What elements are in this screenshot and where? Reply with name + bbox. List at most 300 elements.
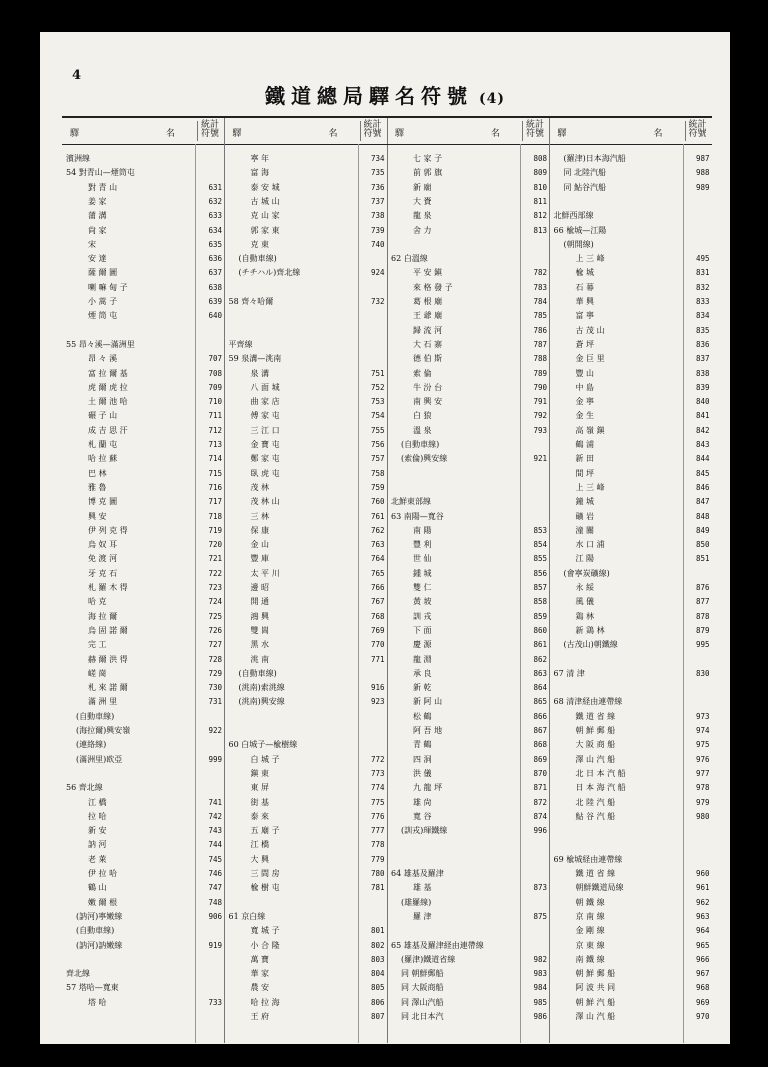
station-name: 鶴 浦 — [575, 440, 595, 449]
table-row — [387, 410, 549, 422]
table-row — [387, 654, 549, 666]
table-row — [225, 639, 387, 651]
station-name: 同 北日本汽 — [401, 1012, 444, 1021]
table-row — [62, 339, 224, 351]
table-row — [550, 253, 712, 265]
station-name: 66 楡城—江陽 — [553, 225, 607, 235]
station-name: 澤 山 汽 船 — [575, 1012, 616, 1021]
station-name: 九 龍 坪 — [413, 783, 443, 793]
table-row — [62, 825, 224, 837]
station-code: 847 — [695, 497, 710, 507]
station-name: 鮎 谷 汽 船 — [575, 811, 616, 821]
table-row — [550, 682, 712, 694]
station-code: 965 — [695, 940, 710, 950]
station-code: 975 — [695, 740, 710, 750]
table-row — [550, 396, 712, 408]
station-name: 富 寧 — [575, 311, 595, 321]
table-row — [62, 182, 224, 194]
station-code: 739 — [370, 225, 385, 235]
station-name: 薩 爾 圖 — [88, 268, 118, 278]
station-code: 919 — [208, 940, 222, 950]
table-row — [62, 410, 224, 422]
station-code: 786 — [533, 325, 547, 335]
station-name: 對 青 山 — [88, 182, 118, 192]
table-row — [225, 325, 387, 337]
table-row — [62, 225, 224, 237]
station-name: 海 拉 爾 — [88, 611, 118, 621]
station-name: 56 齊北線 — [66, 783, 103, 793]
station-name: 同 北陸汽船 — [563, 168, 607, 178]
station-name: 澤 山 汽 船 — [575, 754, 616, 764]
station-code: 989 — [695, 182, 710, 192]
station-name: 八 面 城 — [250, 382, 280, 392]
station-name: 黑 水 — [250, 640, 270, 650]
station-name: 萬 寶 — [250, 954, 270, 964]
table-row — [387, 611, 549, 623]
station-name: 華 興 — [575, 297, 595, 306]
table-row — [225, 196, 387, 208]
station-name: 永 綏 — [575, 583, 595, 592]
table-row — [62, 482, 224, 494]
table-row — [62, 639, 224, 651]
station-code: 809 — [533, 168, 547, 178]
table-row — [550, 725, 712, 737]
station-name: (自動車線) — [76, 711, 115, 721]
table-row — [387, 725, 549, 737]
table-row — [550, 539, 712, 551]
station-code: 791 — [533, 397, 547, 407]
station-name: 同 朝鮮郵船 — [401, 969, 444, 979]
table-row — [62, 768, 224, 780]
station-name: 60 白城子—楡樹線 — [228, 740, 298, 750]
table-row — [550, 739, 712, 751]
station-code: 780 — [370, 869, 385, 878]
table-row — [550, 797, 712, 809]
station-name: (滿洲里)欧亞 — [76, 754, 123, 764]
station-name: 風 儀 — [575, 597, 595, 607]
station-name: 鄭 家 屯 — [250, 454, 280, 464]
station-code: 707 — [208, 354, 222, 364]
station-code: 985 — [533, 997, 547, 1007]
table-row — [550, 696, 712, 708]
table-row — [550, 553, 712, 565]
station-name: 來 格 發 子 — [413, 282, 453, 292]
station-code: 764 — [370, 554, 385, 564]
station-code: 738 — [370, 211, 385, 221]
station-name: 郭 家 東 — [250, 225, 280, 235]
table-row — [387, 711, 549, 723]
station-name: 博 克 圖 — [88, 497, 118, 507]
station-name: 黃 坡 — [413, 597, 432, 607]
station-name: 江 橋 — [88, 797, 107, 807]
table-row — [550, 925, 712, 937]
table-row — [550, 625, 712, 637]
table-row — [387, 153, 549, 165]
table-row — [387, 396, 549, 408]
station-code: 923 — [370, 697, 385, 707]
station-name: 五 廟 子 — [250, 826, 280, 836]
station-code: 845 — [695, 468, 710, 478]
station-name: 泉 溝 — [250, 368, 270, 378]
table-row — [387, 825, 549, 837]
station-name: 嵯 崗 — [88, 668, 107, 678]
station-name: 洮 南 — [250, 654, 270, 664]
station-code: 864 — [533, 683, 547, 693]
station-code: 640 — [208, 311, 222, 321]
station-code: 633 — [208, 211, 222, 221]
station-code: 758 — [370, 468, 385, 478]
station-code: 741 — [208, 797, 222, 807]
table-row — [225, 782, 387, 794]
table-row — [62, 267, 224, 279]
station-code: 861 — [533, 640, 547, 650]
station-name: 克 東 — [250, 239, 270, 249]
title-text: 鐵道總局驛名符號 — [265, 84, 473, 108]
table-row — [387, 668, 549, 680]
document-page — [40, 32, 730, 1044]
station-name: 歸 流 河 — [413, 325, 443, 335]
station-code-table — [62, 116, 712, 1043]
station-name: 江 橋 — [250, 840, 270, 850]
station-code: 811 — [533, 196, 547, 206]
station-code: 777 — [370, 826, 385, 836]
table-row — [550, 654, 712, 666]
table-column — [550, 118, 712, 1043]
station-name: 朝 鮮 郵 船 — [575, 969, 616, 979]
table-row — [225, 296, 387, 308]
table-row — [225, 453, 387, 465]
table-row — [225, 267, 387, 279]
station-code: 856 — [533, 568, 547, 578]
station-code: 962 — [695, 897, 710, 907]
station-code: 982 — [533, 954, 547, 964]
station-code: 831 — [695, 268, 710, 278]
station-name: 滿 洲 里 — [88, 697, 118, 707]
station-code: 969 — [695, 997, 710, 1007]
station-code: 802 — [370, 940, 385, 950]
station-code: 834 — [695, 311, 710, 321]
table-row — [550, 754, 712, 766]
station-name: 泰 安 城 — [250, 182, 280, 192]
station-code: 778 — [370, 840, 385, 850]
station-name: 鐘 城 — [575, 497, 595, 507]
table-row — [62, 739, 224, 751]
station-code: 776 — [370, 811, 385, 821]
station-name: 龍 淵 — [413, 654, 432, 664]
station-code: 870 — [533, 768, 547, 778]
header-code-label: 統計符號 — [685, 121, 710, 141]
station-code: 961 — [695, 883, 710, 893]
station-name: 七 家 子 — [413, 154, 443, 163]
station-name: 楡 樹 屯 — [250, 883, 280, 893]
table-row — [62, 839, 224, 851]
station-name: 北鮮西部線 — [553, 211, 594, 221]
station-name: 世 仙 — [413, 554, 432, 564]
table-row — [62, 511, 224, 523]
table-row — [225, 625, 387, 637]
table-row — [387, 225, 549, 237]
station-code: 718 — [208, 511, 222, 521]
station-name: 龍 泉 — [413, 211, 432, 221]
station-name: 哈 克 — [88, 597, 107, 607]
table-row — [387, 253, 549, 265]
table-row — [387, 940, 549, 952]
station-name: (訥河)寧嫩線 — [76, 911, 123, 921]
station-name: 京 東 線 — [575, 940, 605, 950]
station-name: 金 巨 里 — [575, 354, 605, 364]
table-row — [225, 911, 387, 923]
table-row — [225, 396, 387, 408]
station-code: 924 — [370, 268, 385, 278]
station-name: 曲 家 店 — [250, 397, 280, 407]
station-name: 新 田 — [575, 454, 595, 464]
station-code: 979 — [695, 797, 710, 807]
station-name: 新 廟 — [413, 182, 432, 192]
station-code: 837 — [695, 354, 710, 364]
station-code: 963 — [695, 911, 710, 921]
table-row — [550, 368, 712, 380]
table-row — [550, 167, 712, 179]
table-row — [550, 196, 712, 208]
table-row — [62, 682, 224, 694]
station-name: 青 鶴 — [413, 740, 432, 750]
station-name: 鎭 東 — [250, 768, 270, 778]
station-code: 634 — [208, 225, 222, 235]
table-row — [387, 339, 549, 351]
table-row — [62, 782, 224, 794]
header-station-label: 驛 — [557, 129, 567, 139]
station-code: 784 — [533, 297, 547, 306]
station-code: 717 — [208, 497, 222, 507]
table-row — [387, 382, 549, 394]
header-station-label: 驛 — [70, 129, 80, 139]
station-code: 803 — [370, 954, 385, 964]
station-name: 溫 泉 — [413, 425, 432, 435]
station-code: 729 — [208, 668, 222, 678]
station-code: 737 — [370, 196, 385, 206]
table-row — [550, 267, 712, 279]
station-name: 王 府 — [250, 1012, 270, 1021]
station-name: (連絡線) — [76, 740, 107, 750]
station-code: 635 — [208, 239, 222, 249]
station-name: 前 郭 旗 — [413, 168, 443, 178]
station-name: 潼 關 — [575, 525, 595, 535]
title-suffix: (4) — [479, 91, 505, 107]
station-name: 富 海 — [250, 168, 270, 178]
station-name: 三 江 口 — [250, 425, 280, 435]
station-code: 775 — [370, 797, 385, 807]
table-row — [225, 968, 387, 980]
station-code: 970 — [695, 1012, 710, 1021]
table-row — [550, 453, 712, 465]
station-name: 62 白溫線 — [391, 254, 428, 264]
table-row — [225, 496, 387, 508]
table-row — [225, 754, 387, 766]
station-code: 865 — [533, 697, 547, 707]
station-name: 安 達 — [88, 254, 107, 264]
table-row — [62, 553, 224, 565]
station-code: 766 — [370, 583, 385, 592]
station-code: 906 — [208, 911, 222, 921]
table-row — [387, 239, 549, 251]
station-name: 大 興 — [250, 854, 270, 864]
station-name: 虎 爾 虎 拉 — [88, 382, 128, 392]
table-column — [387, 118, 550, 1043]
station-code: 867 — [533, 726, 547, 735]
station-code: 754 — [370, 411, 385, 421]
station-code: 736 — [370, 182, 385, 192]
station-name: 礦 岩 — [575, 511, 595, 521]
station-name: 南 鐵 線 — [575, 954, 605, 964]
table-row — [550, 954, 712, 966]
table-row — [550, 496, 712, 508]
table-row — [550, 382, 712, 394]
table-row — [387, 982, 549, 994]
table-row — [387, 196, 549, 208]
station-code: 980 — [695, 811, 710, 821]
table-row — [225, 682, 387, 694]
station-code: 742 — [208, 811, 222, 821]
station-code: 839 — [695, 382, 710, 392]
table-row — [387, 310, 549, 322]
table-row — [387, 968, 549, 980]
table-row — [225, 768, 387, 780]
station-name: (訓戎)琿鐵線 — [401, 826, 448, 836]
table-row — [550, 468, 712, 480]
station-name: 鍾 城 — [413, 568, 432, 578]
table-row — [387, 839, 549, 851]
table-row — [225, 353, 387, 365]
table-row — [62, 396, 224, 408]
table-row — [387, 768, 549, 780]
table-row — [387, 182, 549, 194]
table-row — [62, 882, 224, 894]
station-name: 免 渡 河 — [88, 554, 118, 564]
station-name: 興 安 — [88, 511, 107, 521]
station-code: 842 — [695, 425, 710, 435]
table-row — [62, 696, 224, 708]
station-name: 克 山 家 — [250, 211, 280, 221]
station-code: 716 — [208, 482, 222, 492]
station-code: 848 — [695, 511, 710, 521]
station-name: 同 大阪商船 — [401, 983, 444, 993]
station-name: 濱洲線 — [66, 154, 90, 163]
station-code: 846 — [695, 482, 710, 492]
station-code: 782 — [533, 268, 547, 278]
station-code: 976 — [695, 754, 710, 764]
station-code: 876 — [695, 583, 710, 592]
table-row — [387, 296, 549, 308]
table-row — [225, 997, 387, 1009]
station-code: 768 — [370, 611, 385, 621]
station-name: 阿 吾 地 — [413, 726, 443, 735]
station-code: 759 — [370, 482, 385, 492]
table-row — [550, 854, 712, 866]
table-row — [225, 797, 387, 809]
table-row — [225, 282, 387, 294]
table-row — [550, 596, 712, 608]
station-code: 745 — [208, 854, 222, 864]
station-name: 伊 拉 哈 — [88, 869, 118, 878]
station-code: 767 — [370, 597, 385, 607]
table-row — [387, 525, 549, 537]
table-row — [225, 210, 387, 222]
station-name: 開 通 — [250, 597, 270, 607]
table-row — [550, 940, 712, 952]
station-code: 986 — [533, 1012, 547, 1021]
station-name: 金 寶 屯 — [250, 440, 280, 449]
table-row — [62, 811, 224, 823]
header-name-label: 名 — [491, 129, 501, 139]
table-row — [550, 511, 712, 523]
header-name-label: 名 — [653, 129, 663, 139]
table-row — [62, 968, 224, 980]
table-row — [550, 210, 712, 222]
station-name: 姜 家 — [88, 196, 107, 206]
table-row — [225, 1011, 387, 1023]
station-name: 訓 戎 — [413, 611, 432, 621]
table-row — [62, 310, 224, 322]
station-name: 宋 — [88, 239, 96, 249]
station-name: 雙 崗 — [250, 625, 270, 635]
table-row — [550, 911, 712, 923]
station-name: 69 楡城経由連帶線 — [553, 854, 623, 864]
station-code: 840 — [695, 397, 710, 407]
station-name: (訥河)訥嫩線 — [76, 940, 123, 950]
table-row — [387, 582, 549, 594]
station-name: 古 茂 山 — [575, 325, 605, 335]
station-code: 763 — [370, 540, 385, 550]
table-row — [387, 568, 549, 580]
station-code: 984 — [533, 983, 547, 993]
station-code: 869 — [533, 754, 547, 764]
table-row — [387, 453, 549, 465]
table-row — [387, 997, 549, 1009]
table-row — [550, 997, 712, 1009]
table-row — [550, 239, 712, 251]
station-code: 631 — [208, 182, 222, 192]
table-row — [225, 439, 387, 451]
station-code: 862 — [533, 654, 547, 664]
table-row — [225, 225, 387, 237]
station-code: 793 — [533, 425, 547, 435]
table-row — [387, 482, 549, 494]
station-name: 鶴 山 — [88, 883, 107, 893]
station-code: 712 — [208, 425, 222, 435]
station-name: (自動車線) — [238, 668, 277, 678]
table-row — [225, 954, 387, 966]
station-code: 960 — [695, 869, 710, 878]
station-name: 承 良 — [413, 668, 432, 678]
station-name: 拉 哈 — [88, 811, 107, 821]
station-code: 977 — [695, 768, 710, 778]
station-code: 733 — [208, 997, 222, 1007]
station-code: 922 — [208, 726, 222, 735]
table-row — [387, 625, 549, 637]
station-name: 牛 汾 台 — [413, 382, 443, 392]
table-row — [62, 525, 224, 537]
station-name: 寬 谷 — [413, 811, 432, 821]
station-code: 735 — [370, 168, 385, 178]
table-column — [225, 118, 388, 1043]
table-row — [550, 296, 712, 308]
station-name: 昂 々 溪 — [88, 354, 118, 364]
station-code: 973 — [695, 711, 710, 721]
station-code: 726 — [208, 625, 222, 635]
station-name: 54 對青山—煙筒屯 — [66, 168, 135, 178]
station-name: 札 羅 木 得 — [88, 583, 128, 592]
station-code: 713 — [208, 440, 222, 449]
